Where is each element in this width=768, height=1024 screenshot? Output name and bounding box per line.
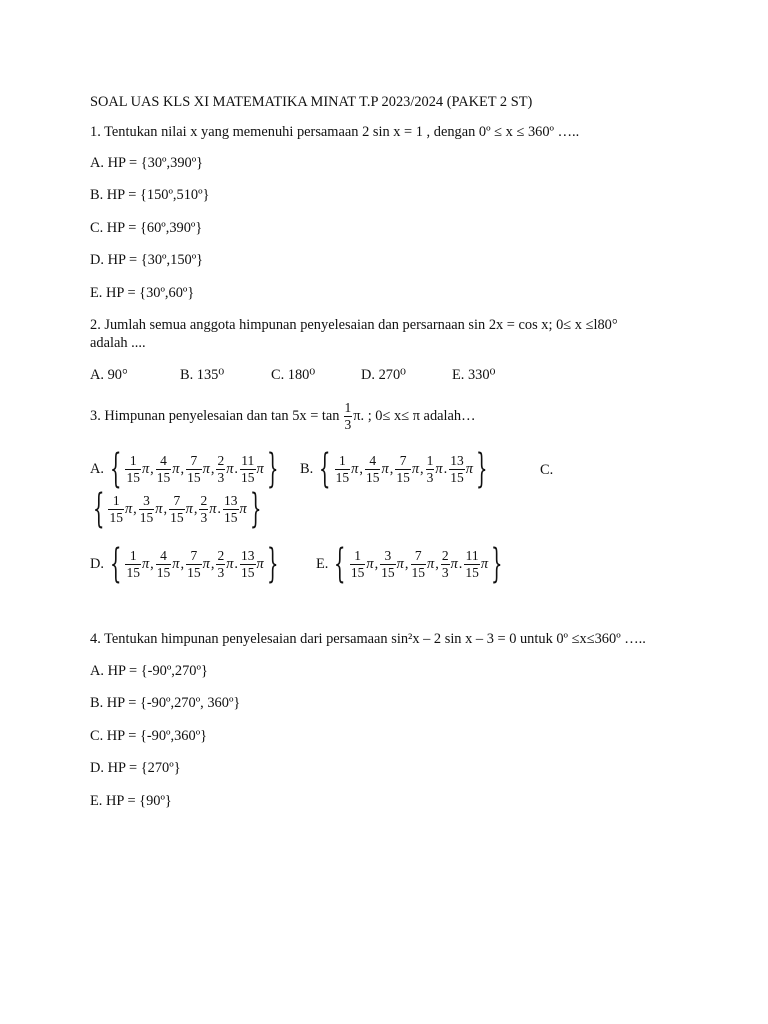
term-separator: , <box>193 500 198 517</box>
fraction-denominator: 15 <box>335 469 350 485</box>
pi-symbol: π <box>226 460 234 477</box>
fraction-numerator: 2 <box>217 453 225 468</box>
fraction-denominator: 15 <box>156 564 171 580</box>
fraction-denominator: 15 <box>139 509 154 525</box>
question-2-option-d: D. 270⁰ <box>361 367 406 383</box>
fraction-denominator: 15 <box>109 509 123 525</box>
question-2-option-e: E. 330⁰ <box>452 367 496 383</box>
pi-symbol: π <box>465 460 473 477</box>
term-separator: . <box>443 460 448 477</box>
fraction-numerator: 4 <box>156 454 172 470</box>
term-separator: , <box>359 460 363 477</box>
question-2-stem-line2: adalah .... <box>90 335 146 351</box>
fraction-numerator: 1 <box>108 494 124 510</box>
term-separator: , <box>210 460 215 477</box>
pi-symbol: π <box>172 555 180 572</box>
term-separator: , <box>163 500 168 517</box>
pi-symbol: π <box>351 460 359 477</box>
pi-symbol: π <box>141 460 150 477</box>
pi-symbol: π <box>226 555 234 572</box>
fraction-numerator: 1 <box>125 549 141 565</box>
fraction-denominator: 15 <box>465 564 479 580</box>
left-brace-icon: { <box>334 541 346 587</box>
pi-symbol: π <box>155 500 163 517</box>
fraction-numerator: 2 <box>441 548 449 563</box>
question-3-option-a <box>90 447 281 491</box>
fraction-denominator: 15 <box>241 564 255 580</box>
document-title: SOAL UAS KLS XI MATEMATIKA MINAT T.P 2023/2024 (PAKET 2 ST) <box>90 94 533 110</box>
pi-symbol: π <box>381 460 389 477</box>
fraction-term <box>199 494 208 524</box>
term-separator: , <box>150 460 154 477</box>
left-brace-icon: { <box>319 446 331 492</box>
term-separator: , <box>133 500 137 517</box>
question-4-stem-text: 4. Tentukan himpunan penyelesaian dari persamaan sin²x – 2 sin x – 3 = 0 untuk 0º ≤x≤360º ….. <box>90 631 646 647</box>
pi-symbol: π <box>124 500 133 517</box>
fraction-denominator: 15 <box>126 564 140 580</box>
question-3-option-c <box>90 487 264 531</box>
fraction-numerator: 1 <box>350 549 366 565</box>
question-4-option-c: C. HP = {-90º,360º} <box>90 728 208 744</box>
fraction-denominator: 15 <box>241 469 255 485</box>
question-3-stem-tail: π. ; 0≤ x≤ π adalah… <box>353 408 476 424</box>
fraction-term <box>350 549 366 579</box>
fraction-term <box>169 494 185 524</box>
fraction-numerator: 11 <box>241 453 255 468</box>
fraction-denominator: 15 <box>224 509 238 525</box>
fraction-denominator: 3 <box>441 564 449 580</box>
fraction-denominator: 3 <box>217 469 225 485</box>
fraction-numerator: 3 <box>380 549 396 565</box>
fraction-numerator: 1 <box>125 454 141 470</box>
right-brace-icon: } <box>491 541 503 587</box>
left-brace-icon: { <box>109 446 122 492</box>
fraction-denominator: 15 <box>350 564 365 580</box>
fraction-denominator: 15 <box>411 564 425 580</box>
fraction-term <box>186 454 202 484</box>
term-separator: , <box>420 460 424 477</box>
right-brace-icon: } <box>266 446 279 492</box>
fraction-denominator: 3 <box>200 509 208 525</box>
fraction-term <box>240 549 256 579</box>
fraction-term <box>449 454 465 484</box>
term-separator: , <box>180 460 185 477</box>
fraction-term <box>216 454 225 484</box>
pi-symbol: π <box>450 555 458 572</box>
term-separator: . <box>458 555 463 572</box>
fraction-denominator: 15 <box>381 564 395 580</box>
question-1-option-d: D. HP = {30º,150º} <box>90 252 204 268</box>
question-4-stem <box>90 631 646 647</box>
left-brace-icon: { <box>92 486 105 532</box>
fraction-denominator: 3 <box>217 564 225 580</box>
left-brace-icon: { <box>109 541 122 587</box>
term-separator: , <box>389 460 394 477</box>
fraction-term <box>156 549 172 579</box>
fraction-term <box>335 454 351 484</box>
fraction-denominator: 15 <box>187 564 201 580</box>
pi-symbol: π <box>202 555 210 572</box>
question-1-option-b: B. HP = {150º,510º} <box>90 187 210 203</box>
question-3-option-b <box>300 447 490 491</box>
question-4-option-a: A. HP = {-90º,270º} <box>90 663 208 679</box>
pi-symbol: π <box>256 460 264 477</box>
fraction-numerator: 1 <box>426 453 434 468</box>
fraction-denominator: 15 <box>365 469 380 485</box>
question-3-stem-fraction-denominator: 3 <box>344 416 352 432</box>
fraction-denominator: 3 <box>426 469 434 485</box>
fraction-term <box>365 454 381 484</box>
fraction-denominator: 15 <box>450 469 464 485</box>
fraction-term <box>411 549 427 579</box>
fraction-term <box>223 494 239 524</box>
right-brace-icon: } <box>249 486 262 532</box>
question-3-option-d <box>90 542 281 586</box>
fraction-numerator: 1 <box>335 454 351 470</box>
pi-symbol: π <box>480 555 489 572</box>
option-label: D. <box>90 555 104 572</box>
question-1-option-c: C. HP = {60º,390º} <box>90 220 203 236</box>
fraction-numerator: 7 <box>186 549 202 565</box>
question-1-option-a: A. HP = {30º,390º} <box>90 155 204 171</box>
fraction-numerator: 4 <box>156 549 172 565</box>
pi-symbol: π <box>411 460 420 477</box>
pi-symbol: π <box>209 500 217 517</box>
fraction-denominator: 15 <box>170 509 184 525</box>
fraction-denominator: 15 <box>156 469 171 485</box>
fraction-numerator: 3 <box>139 494 155 510</box>
option-label: A. <box>90 460 104 477</box>
term-separator: , <box>180 555 185 572</box>
fraction-denominator: 15 <box>187 469 201 485</box>
fraction-numerator: 7 <box>169 494 185 510</box>
fraction-term <box>125 549 141 579</box>
question-3-stem-fraction-numerator: 1 <box>344 400 352 415</box>
question-3-option-e <box>316 542 506 586</box>
fraction-numerator: 11 <box>465 548 479 563</box>
fraction-term <box>441 549 450 579</box>
question-2-option-b: B. 135⁰ <box>180 367 225 383</box>
fraction-term <box>380 549 396 579</box>
fraction-term <box>464 549 480 579</box>
term-separator: , <box>435 555 439 572</box>
question-3-stem <box>90 398 476 434</box>
question-1-option-e: E. HP = {30º,60º} <box>90 285 195 301</box>
question-2-option-a: A. 90° <box>90 367 128 383</box>
fraction-numerator: 2 <box>200 493 208 508</box>
fraction-term <box>139 494 155 524</box>
question-3-stem-fraction <box>344 401 353 431</box>
question-2-stem-line1: 2. Jumlah semua anggota himpunan penyelesaian dan persarnaan sin 2x = cos x; 0≤ x ≤l80° <box>90 317 618 333</box>
term-separator: , <box>404 555 409 572</box>
question-3-stem-text: 3. Himpunan penyelesaian dan tan 5x = tan <box>90 408 340 424</box>
fraction-numerator: 2 <box>217 548 225 563</box>
question-4-option-b: B. HP = {-90º,270º, 360º} <box>90 695 241 711</box>
option-label: E. <box>316 555 329 572</box>
fraction-numerator: 7 <box>395 454 411 470</box>
question-2-option-c: C. 180⁰ <box>271 367 316 383</box>
pi-symbol: π <box>239 500 247 517</box>
fraction-numerator: 7 <box>411 549 427 565</box>
term-separator: . <box>217 500 222 517</box>
fraction-numerator: 13 <box>450 453 464 468</box>
fraction-term <box>186 549 202 579</box>
fraction-term <box>240 454 256 484</box>
pi-symbol: π <box>172 460 180 477</box>
fraction-denominator: 15 <box>396 469 410 485</box>
pi-symbol: π <box>435 460 443 477</box>
fraction-term <box>156 454 172 484</box>
question-1-stem: 1. Tentukan nilai x yang memenuhi persamaan 2 sin x = 1 , dengan 0º ≤ x ≤ 360º ….. <box>90 124 580 140</box>
fraction-numerator: 13 <box>224 493 238 508</box>
fraction-denominator: 15 <box>126 469 140 485</box>
term-separator: . <box>234 555 239 572</box>
right-brace-icon: } <box>266 541 279 587</box>
term-separator: , <box>374 555 379 572</box>
question-4-option-e: E. HP = {90º} <box>90 793 172 809</box>
pi-symbol: π <box>366 555 374 572</box>
fraction-term <box>125 454 141 484</box>
fraction-term <box>395 454 411 484</box>
fraction-numerator: 4 <box>365 454 381 470</box>
pi-symbol: π <box>141 555 150 572</box>
fraction-term <box>216 549 225 579</box>
fraction-numerator: 7 <box>186 454 202 470</box>
question-3-option-c-label: C. <box>540 462 554 478</box>
right-brace-icon: } <box>475 446 488 492</box>
term-separator: , <box>150 555 154 572</box>
term-separator: , <box>210 555 215 572</box>
pi-symbol: π <box>396 555 404 572</box>
question-4-option-d: D. HP = {270º} <box>90 760 181 776</box>
pi-symbol: π <box>202 460 210 477</box>
pi-symbol: π <box>185 500 193 517</box>
fraction-numerator: 13 <box>241 548 255 563</box>
fraction-term <box>108 494 124 524</box>
term-separator: . <box>234 460 239 477</box>
option-label: B. <box>300 460 314 477</box>
fraction-term <box>426 454 435 484</box>
pi-symbol: π <box>256 555 264 572</box>
pi-symbol: π <box>427 555 435 572</box>
